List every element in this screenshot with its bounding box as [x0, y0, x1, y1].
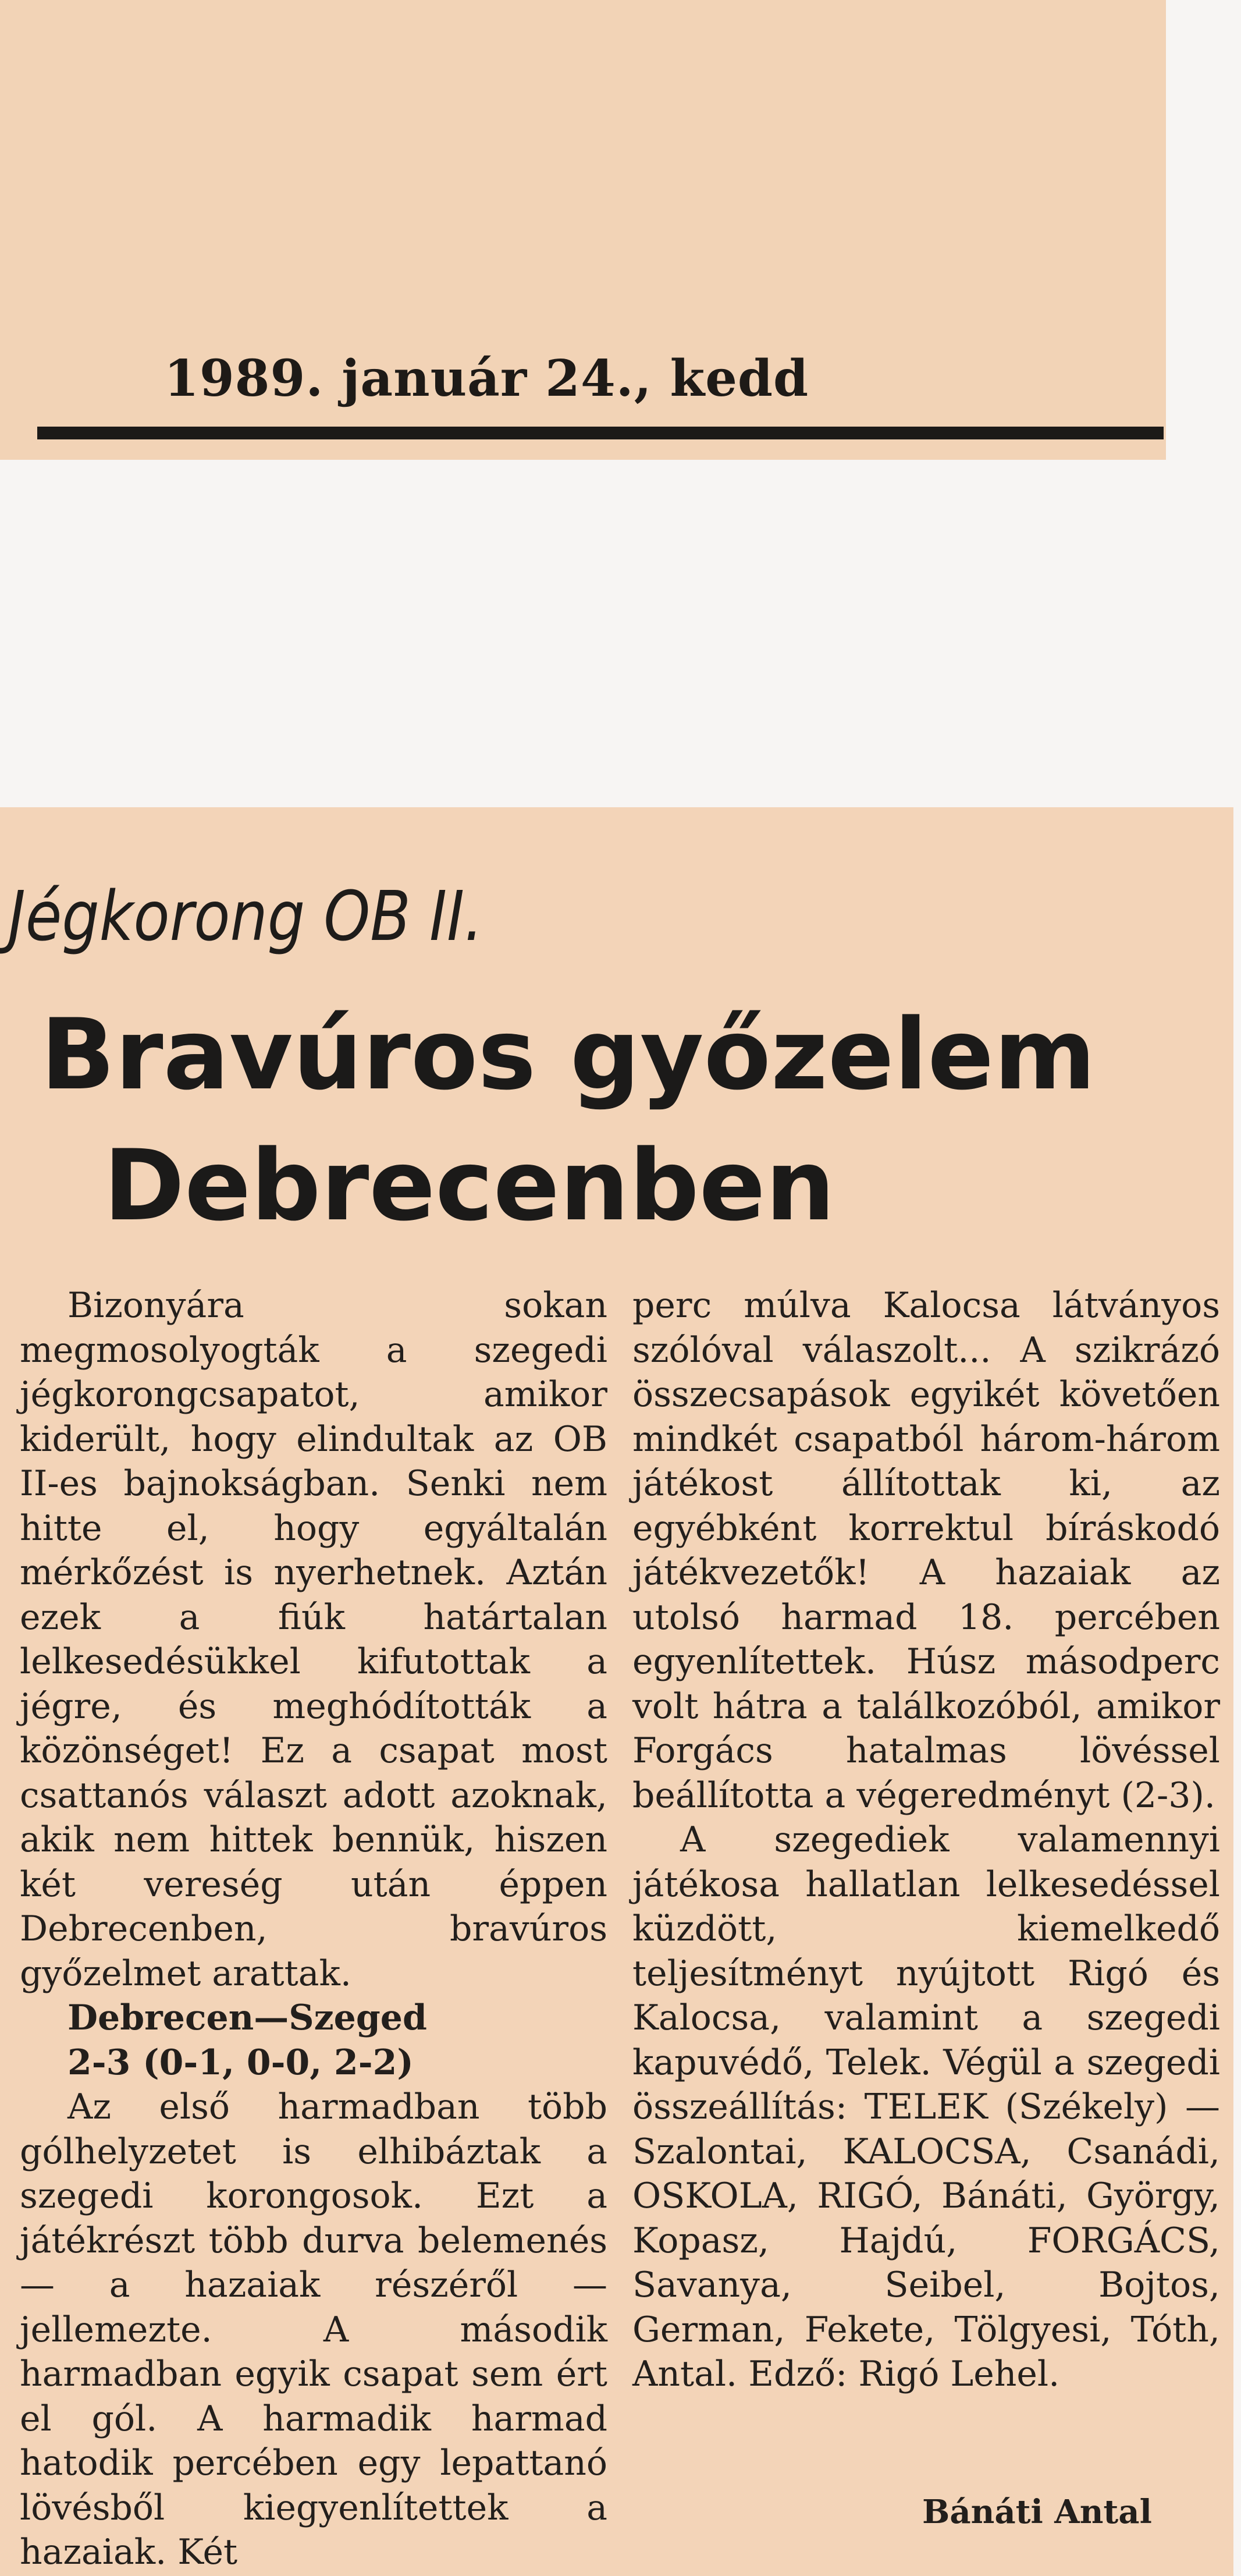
header-rule — [37, 427, 1164, 439]
paragraph-lineup: A szegediek valamennyi játékosa hallatlan lelkesedéssel küzdött, kiemelkedő teljesítményt nyújtott Rigó és Kalocsa, valamint a szegedi kapuvédő, Telek. Végül a szegedi összeállítás: TELEK (Székely) — Szalontai, KALOCSA, Csanádi, OSKOLA, RIGÓ, Bánáti, György, Kopasz, Hajdú, FORGÁCS, Savanya, Seibel, Bojtos, German, Fekete, Tölgyesi, Tóth, Antal. Edző: Rigó Lehel. — [632, 1819, 1220, 2394]
article-column-left — [20, 1283, 607, 2575]
match-teams: Debrecen—Szeged — [67, 1997, 427, 2038]
section-label: Jégkorong OB II. — [8, 876, 483, 956]
headline-line-2: Debrecenben — [103, 1129, 835, 1243]
headline-line-1: Bravúros győzelem — [40, 998, 1096, 1112]
headline — [0, 989, 1241, 1251]
paragraph-intro: Bizonyára sokan megmosolyogták a szegedi jégkorongcsapatot, amikor kiderült, hogy elindultak az OB II-es bajnokságban. Senki nem hitte el, hogy egyáltalán mérkőzést is nyerhetnek. Aztán ezek a fiúk határtalan lelkesedésükkel kifutottak a jégre, és meghódították a közönséget! Ez a csapat most csattanós választ adott azoknak, akik nem hittek bennük, hiszen két vereség után éppen Debrecenben, bravúros győzelmet arattak. — [20, 1285, 607, 1994]
match-score: 2-3 (0-1, 0-0, 2-2) — [67, 2042, 414, 2083]
dateline: 1989. január 24., kedd — [164, 349, 809, 408]
paragraph-match-report: Az első harmadban több gólhelyzetet is elhibáztak a szegedi korongosok. Ezt a játékrészt több durva belemenés — a hazaiak részéről — jellemezte. A második harmadban egyik csapat sem ért el gól. A harmadik harmad hatodik percében egy lepattanó lövésből kiegyenlítettek a hazaiak. Két — [20, 2087, 607, 2573]
paragraph-match-report-continued: perc múlva Kalocsa látványos szólóval válaszolt... A szikrázó összecsapások egyikét követően mindkét csapatból három-három játékost állítottak ki, az egyébként korrektul bíráskodó játékvezetők! A hazaiak az utolsó harmad 18. percében egyenlítettek. Húsz másodperc volt hátra a találkozóból, amikor Forgács hatalmas lövéssel beállította a végeredményt (2-3). — [632, 1285, 1220, 1816]
article-column-right — [632, 1283, 1220, 2397]
author-byline: Bánáti Antal — [922, 2493, 1152, 2531]
